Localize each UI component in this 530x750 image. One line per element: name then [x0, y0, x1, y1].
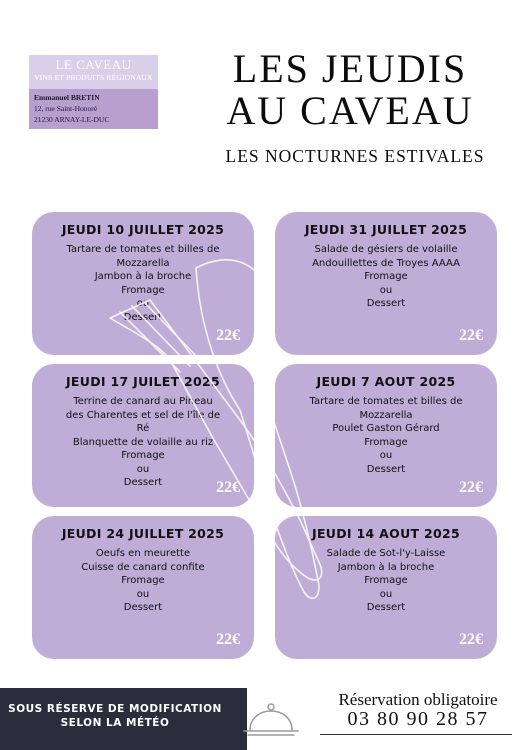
dish-line: Cuisse de canard confite: [81, 561, 205, 573]
menu-card: [275, 212, 497, 355]
dish-line: ou: [136, 588, 150, 600]
menu-price: 22€: [216, 479, 240, 496]
dish-line: Oeufs en meurette: [95, 548, 191, 559]
menu-card: [275, 364, 497, 507]
logo-street: 12, rue Saint-Honoré: [34, 104, 98, 113]
menu-date: JEUDI 7 AOUT 2025: [316, 374, 456, 389]
menu-card: [32, 364, 254, 507]
dish-line: Poulet Gaston Gérard: [332, 423, 440, 434]
menu-date: JEUDI 24 JUILLET 2025: [61, 526, 225, 541]
logo-owner: Emmanuel BRETIN: [34, 93, 100, 102]
menu-price: 22€: [216, 631, 240, 648]
dish-line: Fromage: [364, 436, 408, 448]
dish-line: Fromage: [364, 271, 408, 282]
dish-line: Salade de Sot-l'y-Laisse: [326, 548, 446, 559]
menu-date: JEUDI 17 JUILET 2025: [65, 374, 221, 389]
title-line-1: LES JEUDIS: [232, 46, 468, 91]
page-subtitle: LES NOCTURNES ESTIVALES: [225, 146, 485, 166]
menu-price: 22€: [459, 631, 483, 648]
dish-line: Fromage: [364, 575, 408, 586]
dish-line: Fromage: [121, 284, 165, 296]
dish-line: ou: [136, 298, 150, 309]
dish-line: Fromage: [121, 575, 165, 586]
logo-address-block: [29, 89, 158, 129]
dish-line: ou: [379, 588, 393, 600]
menu-date: JEUDI 10 JUILLET 2025: [61, 222, 225, 237]
dish-line: Ré: [136, 423, 150, 434]
menu-date: JEUDI 31 JUILLET 2025: [304, 222, 468, 237]
logo-tagline: VINS ET PRODUITS RÉGIONAUX: [34, 73, 153, 82]
logo-name: LE CAVEAU: [55, 57, 132, 72]
menu-dishes: [275, 547, 497, 615]
cloche-icon: [238, 700, 304, 740]
caveau-logo: [29, 55, 158, 129]
dish-line: ou: [379, 284, 393, 296]
menu-price: 22€: [459, 479, 483, 496]
dish-line: Dessert: [123, 477, 163, 488]
menu-dishes: [32, 395, 254, 490]
dish-line: des Charentes et sel de l'île de: [65, 409, 221, 421]
menu-card: [275, 516, 497, 659]
menu-dishes: [275, 243, 497, 311]
dish-line: Dessert: [366, 602, 406, 613]
dish-line: Mozzarella: [116, 257, 170, 269]
dish-line: Tartare de tomates et billes de: [66, 244, 220, 255]
page-title: [210, 48, 490, 132]
dish-line: Dessert: [123, 311, 163, 323]
reservation-required: Réservation obligatoire: [338, 690, 498, 709]
dish-line: Terrine de canard au Pineau: [73, 396, 213, 407]
dish-line: ou: [136, 463, 150, 475]
dish-line: Jambon à la broche: [94, 271, 192, 282]
dish-line: Andouillettes de Troyes AAAA: [312, 257, 460, 269]
menu-price: 22€: [459, 327, 483, 344]
dish-line: Dessert: [123, 602, 163, 613]
dish-line: Fromage: [121, 450, 165, 461]
logo-header: [29, 55, 158, 89]
menu-dishes: [32, 243, 254, 324]
dish-line: Jambon à la broche: [337, 561, 435, 573]
logo-city: 21230 ARNAY-LE-DUC: [34, 115, 110, 124]
dish-line: Salade de gésiers de volaille: [314, 244, 458, 255]
dish-line: Mozzarella: [359, 409, 413, 421]
phone-number: 03 80 90 28 57: [347, 708, 489, 730]
menu-date: JEUDI 14 AOUT 2025: [312, 526, 460, 541]
dish-line: ou: [379, 450, 393, 461]
menu-dishes: [32, 547, 254, 615]
title-line-2: AU CAVEAU: [226, 88, 474, 133]
dish-line: Dessert: [366, 463, 406, 475]
weather-notice: [0, 702, 230, 730]
menu-card: [32, 212, 254, 355]
dish-line: Blanquette de volaille au riz: [72, 436, 214, 448]
phone-underline: [320, 734, 512, 735]
menu-dishes: [275, 395, 497, 476]
dish-line: Tartare de tomates et billes de: [309, 396, 463, 407]
menu-card: [32, 516, 254, 659]
dish-line: Dessert: [366, 298, 406, 309]
menu-price: 22€: [216, 327, 240, 344]
notice-line-1: SOUS RÉSERVE DE MODIFICATION: [8, 703, 222, 715]
notice-line-2: SELON LA MÉTÉO: [60, 717, 170, 729]
